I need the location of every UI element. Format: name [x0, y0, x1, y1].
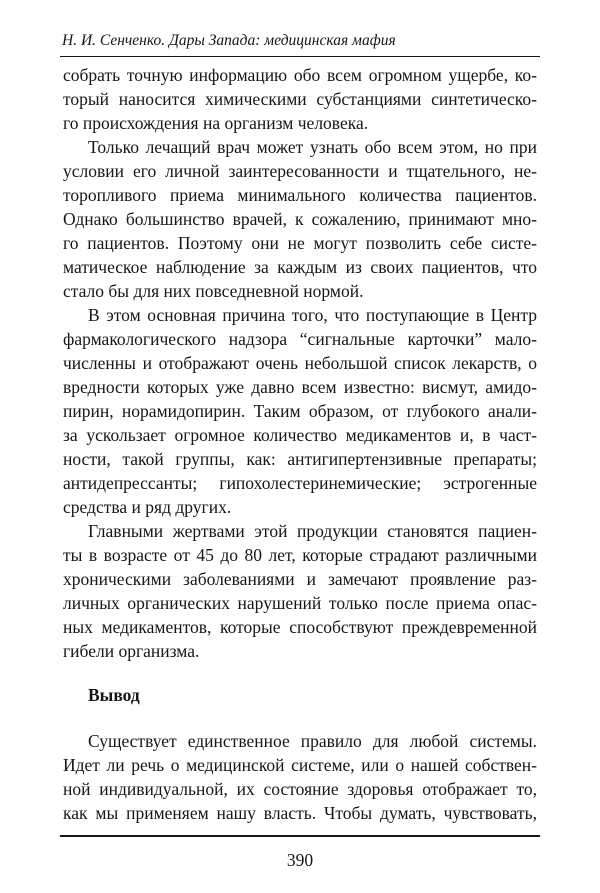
- text-line: собрать точную информацию обо всем огромном ущербе, ко-: [63, 65, 537, 85]
- text-line: численны и отображают очень небольшой список лекарств, о: [63, 353, 537, 373]
- text-line: средства и ряд других.: [63, 497, 232, 517]
- text-line: вредности которых уже давно всем известно: висмут, амидо-: [63, 377, 537, 397]
- text-line: антидепрессанты; гипохолестеринемические; эстрогенные: [63, 473, 537, 493]
- text-line: стало бы для них повседневной нормой.: [63, 281, 364, 301]
- footer-rule: [60, 835, 540, 837]
- text-line: пирин, норамидопирин. Таким образом, от глубокого анали-: [63, 401, 537, 421]
- text-line: го пациентов. Поэтому они не могут позволить себе систе-: [63, 233, 537, 253]
- text-line: за ускользает огромное количество медикаментов и, в част-: [63, 425, 537, 445]
- header-rule: [60, 56, 540, 57]
- section-heading: Вывод: [88, 685, 140, 705]
- text-line: ты в возрасте от 45 до 80 лет, которые страдают различными: [63, 545, 537, 565]
- text-line: Существует единственное правило для любой системы.: [88, 731, 537, 751]
- text-line: как мы применяем нашу власть. Чтобы думать, чувствовать,: [63, 803, 537, 823]
- text-line: Только лечащий врач может узнать обо всем этом, но при: [88, 137, 537, 157]
- text-line: Главными жертвами этой продукции становятся пациен-: [88, 521, 537, 541]
- text-line: условии его личной заинтересованности и тщательного, не-: [63, 161, 537, 181]
- text-line: фармакологического надзора “сигнальные карточки” мало-: [63, 329, 537, 349]
- text-line: хроническими заболеваниями и замечают проявление раз-: [63, 569, 537, 589]
- text-line: матическое наблюдение за каждым из своих пациентов, что: [63, 257, 537, 277]
- text-line: Однако большинство врачей, к сожалению, принимают мно-: [63, 209, 537, 229]
- text-line: го происхождения на организм человека.: [63, 113, 369, 133]
- text-line: торопливого приема минимального количества пациентов.: [63, 185, 537, 205]
- page-number: 390: [286, 850, 314, 870]
- running-header: Н. И. Сенченко. Дары Запада: медицинская мафия: [62, 32, 396, 49]
- text-line: ных медикаментов, которые способствуют преждевременной: [63, 617, 537, 637]
- text-line: торый наносится химическими субстанциями синтетическо-: [63, 89, 537, 109]
- text-line: личных органических нарушений только после приема опас-: [63, 593, 537, 613]
- text-line: ной индивидуальной, их состояние здоровья отображает то,: [63, 779, 537, 799]
- text-line: гибели организма.: [63, 641, 200, 661]
- text-line: В этом основная причина того, что поступающие в Центр: [88, 305, 537, 325]
- text-line: Идет ли речь о медицинской системе, или о нашей собствен-: [63, 755, 537, 775]
- text-line: ности, такой группы, как: антигипертензивные препараты;: [63, 449, 537, 469]
